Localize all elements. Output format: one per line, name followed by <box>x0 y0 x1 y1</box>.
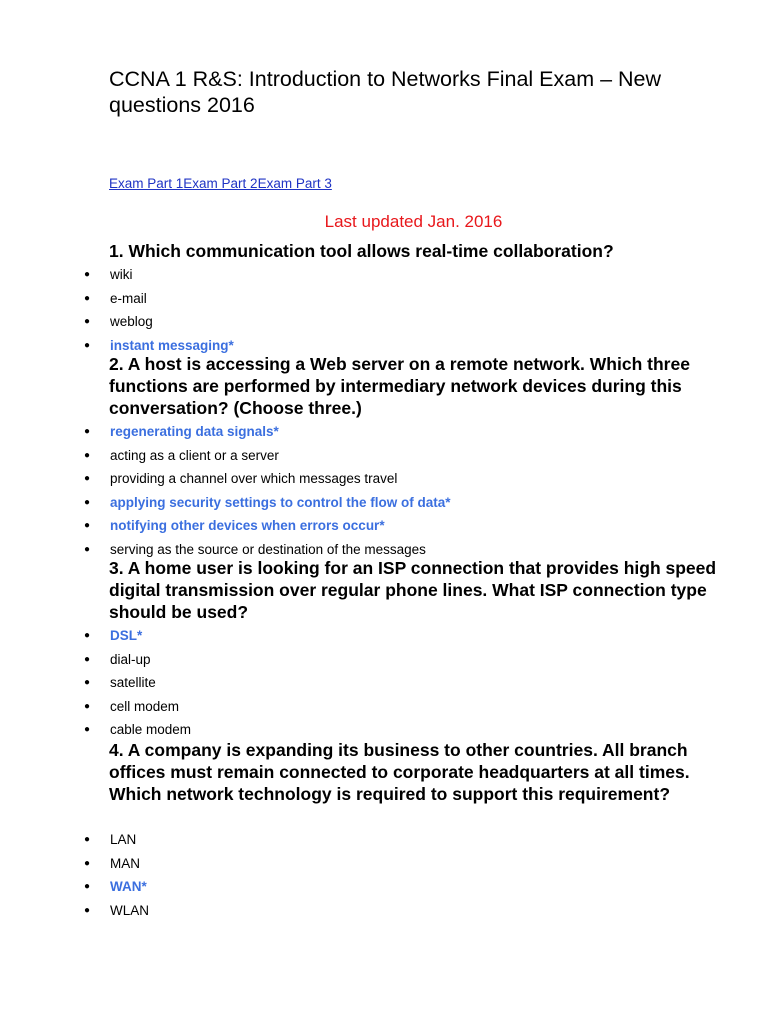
option-text: cell modem <box>110 698 180 714</box>
option-text: satellite <box>110 675 156 690</box>
option-item-correct <box>0 624 700 648</box>
exam-part-3-link[interactable]: Exam Part 3 <box>257 176 332 191</box>
option-text: acting as a client or a server <box>110 447 279 463</box>
option-text: providing a channel over which messages travel <box>110 471 398 486</box>
bullet-icon: ● <box>84 677 91 688</box>
option-text: e-mail <box>110 290 147 306</box>
bullet-icon: ● <box>84 496 91 508</box>
bullet-icon: ● <box>84 904 91 916</box>
option-item <box>0 263 700 287</box>
option-item-correct <box>0 875 700 899</box>
option-text: weblog <box>110 314 153 329</box>
option-text: notifying other devices when errors occur* <box>110 518 385 533</box>
bullet-icon: ● <box>84 543 91 555</box>
option-text: instant messaging* <box>110 337 234 353</box>
option-item <box>0 828 700 852</box>
exam-part-links <box>109 176 332 192</box>
bullet-icon: ● <box>84 269 91 280</box>
bullet-icon: ● <box>84 520 91 531</box>
option-item <box>0 852 700 876</box>
bullet-icon: ● <box>84 724 91 735</box>
option-item <box>0 899 700 923</box>
question-1: 1. Which communication tool allows real-time collaboration? <box>109 241 614 261</box>
bullet-icon: ● <box>84 473 91 484</box>
last-updated-notice: Last updated Jan. 2016 <box>324 212 503 231</box>
option-item <box>0 648 700 672</box>
option-item-correct <box>0 420 700 444</box>
page-title: CCNA 1 R&S: Introduction to Networks Final Exam – New questions 2016 <box>109 67 662 117</box>
option-text: DSL* <box>110 628 143 643</box>
option-item <box>0 695 700 719</box>
bullet-icon: ● <box>84 630 91 641</box>
bullet-icon: ● <box>84 834 91 845</box>
question-2: 2. A host is accessing a Web server on a remote network. Which three functions are performed by intermediary network devices during this conversation? (Choose three.) <box>109 354 690 418</box>
option-text: serving as the source or destination of the messages <box>110 541 426 557</box>
option-text: wiki <box>110 267 133 282</box>
bullet-icon: ● <box>84 857 91 869</box>
bullet-icon: ● <box>84 881 91 892</box>
exam-part-1-link[interactable]: Exam Part 1 <box>109 176 184 191</box>
question-3-options <box>0 624 700 742</box>
option-text: cable modem <box>110 722 192 737</box>
option-item <box>0 444 700 468</box>
option-item <box>0 671 700 695</box>
option-item <box>0 467 700 491</box>
question-1-options <box>0 263 700 357</box>
bullet-icon: ● <box>84 653 91 665</box>
question-4: 4. A company is expanding its business to other countries. All branch offices must remain connected to corporate headquarters at all times. Which network technology is required to support this requirement? <box>109 740 690 804</box>
bullet-icon: ● <box>84 426 91 437</box>
bullet-icon: ● <box>84 449 91 461</box>
option-item <box>0 718 700 742</box>
bullet-icon: ● <box>84 700 91 712</box>
option-text: LAN <box>110 832 137 847</box>
option-item-correct <box>0 491 700 515</box>
option-text: MAN <box>110 855 140 871</box>
option-text: WLAN <box>110 902 150 918</box>
question-3: 3. A home user is looking for an ISP connection that provides high speed digital transmission over regular phone lines. What ISP connection type should be used? <box>109 558 717 622</box>
bullet-icon: ● <box>84 339 91 351</box>
option-item <box>0 310 700 334</box>
option-text: dial-up <box>110 651 151 667</box>
option-item <box>0 287 700 311</box>
question-4-options <box>0 828 700 922</box>
bullet-icon: ● <box>84 316 91 327</box>
option-text: regenerating data signals* <box>110 424 279 439</box>
exam-part-2-link[interactable]: Exam Part 2 <box>183 176 258 191</box>
option-text: applying security settings to control the flow of data* <box>110 494 451 510</box>
option-text: WAN* <box>110 879 147 894</box>
option-item-correct <box>0 514 700 538</box>
bullet-icon: ● <box>84 292 91 304</box>
question-2-options <box>0 420 700 561</box>
